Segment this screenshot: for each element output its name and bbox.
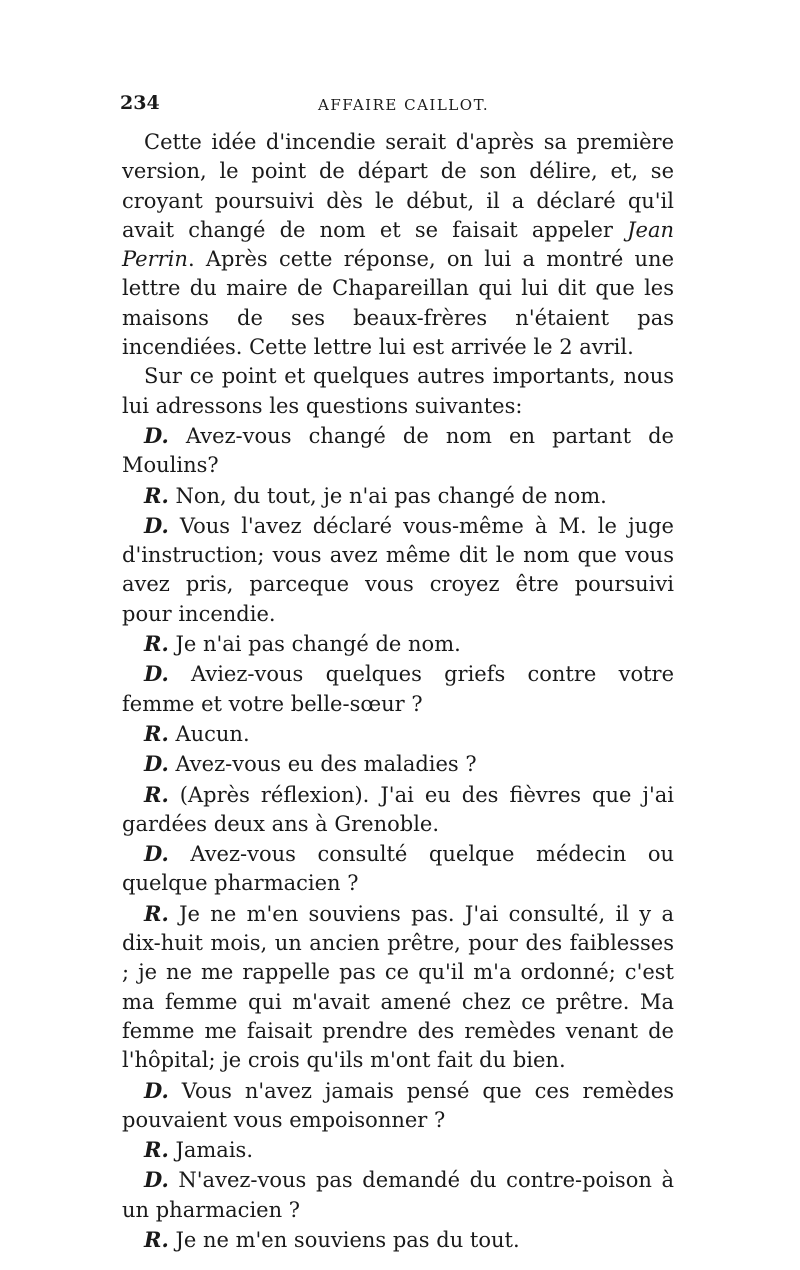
dialogue-text: Vous n'avez jamais pensé que ces remèdes pouvaient vous empoisonner ? — [122, 1078, 674, 1132]
dialogue-line — [122, 1165, 674, 1225]
dialogue-text: N'avez-vous pas demandé du contre-poison à un pharmacien ? — [122, 1168, 674, 1222]
dialogue-text: Jamais. — [175, 1138, 253, 1163]
dialogue-text: Avez-vous eu des maladies ? — [175, 752, 477, 777]
dialogue-line — [122, 1225, 674, 1255]
dialogue-line — [122, 1076, 674, 1136]
dialogue-text: Avez-vous consulté quelque médecin ou quelque pharmacien ? — [122, 842, 674, 896]
paragraph — [122, 128, 674, 362]
dialogue-text: Je ne m'en souviens pas du tout. — [175, 1227, 520, 1252]
paragraph-text: Cette idée d'incendie serait d'après sa première version, le point de départ de son délire, et, se croyant poursuivi dès le début, il a déclaré qu'il avait changé de nom et se faisait appeler — [122, 130, 674, 242]
speaker-label: R. — [144, 781, 169, 807]
speaker-label: R. — [144, 631, 169, 657]
dialogue-text: Avez-vous changé de nom en partant de Moulins? — [122, 423, 674, 478]
dialogue-line — [122, 629, 674, 659]
dialogue-text: (Après réflexion). J'ai eu des fièvres que j'ai gardées deux ans à Grenoble. — [122, 782, 674, 836]
dialogue-line — [122, 749, 674, 779]
speaker-label: R. — [144, 482, 169, 508]
speaker-label: D. — [144, 1167, 169, 1193]
dialogue-line — [122, 659, 674, 719]
speaker-label: D. — [144, 512, 169, 538]
speaker-label: R. — [144, 1137, 169, 1163]
speaker-label: D. — [144, 422, 169, 448]
dialogue-line — [122, 719, 674, 749]
dialogue-text: Aucun. — [175, 721, 250, 746]
dialogue-text: Vous l'avez déclaré vous-même à M. le juge d'instruction; vous avez même dit le nom que vous avez pris, parceque vous croyez être poursuivi pour incendie. — [122, 513, 674, 626]
running-head — [122, 92, 674, 128]
dialogue-text: Je ne m'en souviens pas. J'ai consulté, il y a dix-huit mois, un ancien prêtre, pour des faiblesses ; je ne me rappelle pas ce qu'il m'a ordonné; c'est ma femme qui m'avait amené chez ce prêtre. Ma femme me faisait prendre des remèdes venant de l'hôpital; je crois qu'ils m'ont fait du bien. — [122, 901, 674, 1073]
running-title: AFFAIRE CAILLOT. — [318, 96, 490, 114]
page-number: 234 — [120, 92, 160, 114]
dialogue-line — [122, 899, 674, 1076]
speaker-label: D. — [144, 661, 169, 687]
dialogue-line — [122, 780, 674, 840]
book-page — [122, 92, 674, 1255]
dialogue-text: Je n'ai pas changé de nom. — [175, 632, 461, 657]
paragraph-text: . Après cette réponse, on lui a montré une lettre du maire de Chapareillan qui lui dit que les maisons de ses beaux-frères n'étaient pas incendiées. Cette lettre lui est arrivée le 2 avril. — [122, 247, 674, 360]
paragraph: Sur ce point et quelques autres importants, nous lui adressons les questions suivantes: — [122, 364, 674, 418]
speaker-label: R. — [144, 900, 169, 926]
speaker-label: D. — [144, 841, 169, 867]
body-text — [122, 128, 674, 1255]
person-name: Jean Perrin — [122, 217, 674, 272]
speaker-label: D. — [144, 1077, 169, 1103]
dialogue-line — [122, 1135, 674, 1165]
speaker-label: R. — [144, 1226, 169, 1252]
dialogue-text: Aviez-vous quelques griefs contre votre femme et votre belle-sœur ? — [122, 662, 674, 716]
dialogue-text: Non, du tout, je n'ai pas changé de nom. — [175, 483, 607, 508]
speaker-label: D. — [144, 751, 169, 777]
dialogue-line — [122, 421, 674, 481]
dialogue-line — [122, 481, 674, 511]
dialogue-line — [122, 511, 674, 629]
speaker-label: R. — [144, 720, 169, 746]
dialogue-line — [122, 839, 674, 899]
